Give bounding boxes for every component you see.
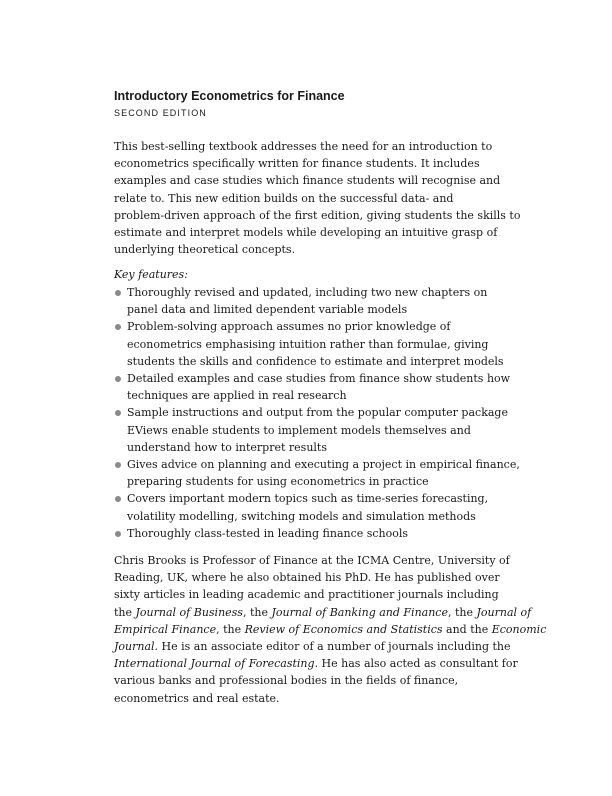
description-line: underlying theoretical concepts.: [114, 243, 296, 257]
journal-name: Economic: [491, 622, 547, 636]
description-line: estimate and interpret models while developing an intuitive grasp of: [114, 226, 498, 240]
bullet-icon: [115, 376, 121, 382]
key-features-list: [114, 284, 520, 542]
description-paragraph: [114, 138, 521, 258]
bullet-icon: [115, 324, 121, 330]
feature-item: Detailed examples and case studies from finance show students how techniques are applied in real research: [114, 370, 516, 404]
book-title: Introductory Econometrics for Finance: [114, 89, 345, 103]
journal-name: Journal of Business: [135, 605, 243, 619]
bullet-icon: [115, 290, 121, 296]
bullet-icon: [115, 531, 121, 537]
journal-name: Journal of Banking and Finance: [271, 605, 448, 619]
key-features-heading: Key features:: [114, 268, 188, 281]
feature-item: Covers important modern topics such as time-series forecasting, volatility modelling, switching models and simulation methods: [114, 490, 516, 524]
edition-label: SECOND EDITION: [114, 108, 207, 118]
bullet-icon: [115, 462, 121, 468]
feature-item: Sample instructions and output from the popular computer package EViews enable students to implement models themselves and understand how to interpret results: [114, 404, 516, 456]
description-line: problem-driven approach of the first edition, giving students the skills to: [114, 208, 521, 222]
description-line: examples and case studies which finance students will recognise and: [114, 174, 501, 188]
description-line: This best-selling textbook addresses the need for an introduction to: [114, 140, 493, 153]
feature-item: Problem-solving approach assumes no prior knowledge of econometrics emphasising intuition rather than formulae, giving students the skills and confidence to estimate and interpret models: [114, 318, 516, 370]
description-line: econometrics specifically written for finance students. It includes: [114, 157, 480, 171]
bullet-icon: [115, 410, 121, 416]
feature-item: Thoroughly revised and updated, including two new chapters on panel data and limited dependent variable models: [114, 284, 516, 318]
journal-name: Journal: [114, 640, 155, 654]
journal-name: Empirical Finance: [114, 622, 217, 636]
journal-name: Review of Economics and Statistics: [244, 622, 443, 636]
description-line: relate to. This new edition builds on the successful data- and: [114, 191, 454, 205]
bullet-icon: [115, 496, 121, 502]
journal-name: Journal of: [476, 605, 532, 619]
journal-name: International Journal of Forecasting: [114, 657, 315, 671]
feature-item: Thoroughly class-tested in leading finance schools: [114, 525, 516, 542]
author-bio-paragraph: Chris Brooks is Professor of Finance at the ICMA Centre, University of Reading, UK, where he also obtained his PhD. He has published over sixty articles in leading academic and practitioner journals including the Journal of Business, the Journal of Banking and Finance, the Journal of Empirical Finance, the Review of Economics and Statistics and the Economic Journal. He is an associate editor of a number of journals including the International Journal of Forecasting. He has also acted as consultant for various banks and professional bodies in the fields of finance, econometrics and real estate.: [114, 554, 547, 705]
feature-item: Gives advice on planning and executing a project in empirical finance, preparing students for using econometrics in practice: [114, 456, 516, 490]
